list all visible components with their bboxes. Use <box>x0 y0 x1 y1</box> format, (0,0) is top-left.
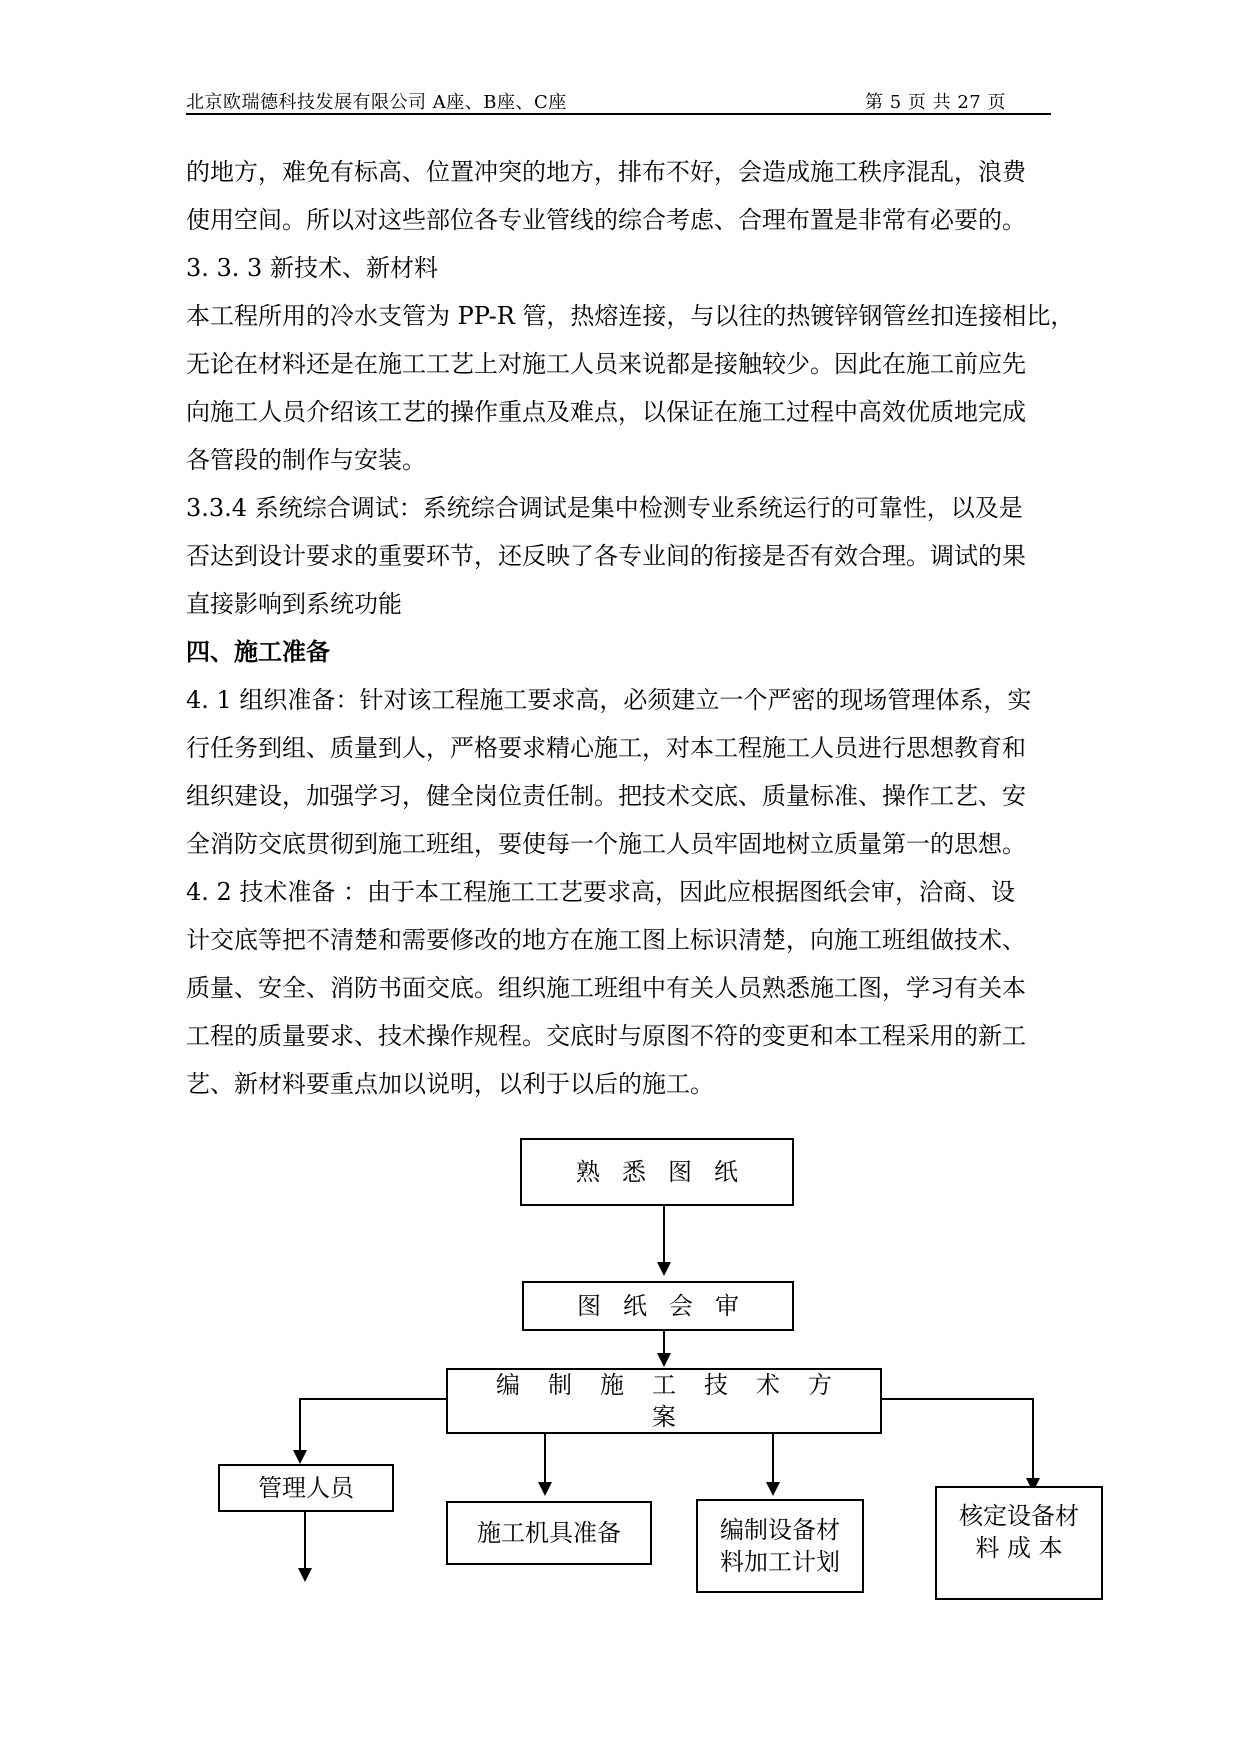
paragraph-line: 质量、安全、消防书面交底。组织施工班组中有关人员熟悉施工图，学习有关本 <box>186 974 1026 1002</box>
flow-box-tool-preparation: 施工机具准备 <box>446 1501 652 1565</box>
arrow-down-icon <box>766 1482 780 1496</box>
connector-line <box>299 1398 301 1452</box>
flow-box-drawing-review: 图纸会审 <box>522 1281 794 1331</box>
paragraph-line: 使用空间。所以对这些部位各专业管线的综合考虑、合理布置是非常有必要的。 <box>186 206 1026 234</box>
connector-line <box>663 1331 665 1353</box>
paragraph-line: 本工程所用的冷水支管为 PP-R 管，热熔连接，与以往的热镀锌钢管丝扣连接相比， <box>186 302 1075 330</box>
paragraph-line: 工程的质量要求、技术操作规程。交底时与原图不符的变更和本工程采用的新工 <box>186 1022 1026 1050</box>
flow-box-study-drawings: 熟悉图纸 <box>520 1138 794 1206</box>
flow-box-material-processing-plan <box>696 1499 864 1593</box>
connector-line <box>663 1206 665 1262</box>
connector-line <box>882 1398 1034 1400</box>
section-heading-3-3-3: 3. 3. 3 新技术、新材料 <box>186 254 438 282</box>
paragraph-line: 无论在材料还是在施工工艺上对施工人员来说都是接触较少。因此在施工前应先 <box>186 350 1026 378</box>
flow-box-construction-plan: 编制施工技术方案 <box>446 1368 882 1434</box>
paragraph-line: 否达到设计要求的重要环节，还反映了各专业间的衔接是否有效合理。调试的果 <box>186 542 1026 570</box>
connector-line <box>544 1434 546 1484</box>
flow-box-text: 编制设备材 <box>720 1516 840 1544</box>
paragraph-line: 行任务到组、质量到人，严格要求精心施工，对本工程施工人员进行思想教育和 <box>186 734 1026 762</box>
header-company: 北京欧瑞德科技发展有限公司 A座、B座、C座 <box>186 92 567 113</box>
paragraph-line: 组织建设，加强学习，健全岗位责任制。把技术交底、质量标准、操作工艺、安 <box>186 782 1026 810</box>
paragraph-line: 4. 2 技术准备 ：由于本工程施工工艺要求高，因此应根据图纸会审，洽商、设 <box>186 878 1016 906</box>
arrow-down-icon <box>657 1262 671 1276</box>
flow-box-text: 料 成 本 <box>975 1534 1063 1562</box>
paragraph-line: 计交底等把不清楚和需要修改的地方在施工图上标识清楚，向施工班组做技术、 <box>186 926 1026 954</box>
flow-box-management-staff: 管理人员 <box>218 1464 394 1512</box>
paragraph-line: 各管段的制作与安装。 <box>186 446 426 474</box>
paragraph-line: 3.3.4 系统综合调试：系统综合调试是集中检测专业系统运行的可靠性，以及是 <box>186 494 1023 522</box>
paragraph-line: 直接影响到系统功能 <box>186 590 402 618</box>
connector-line <box>304 1512 306 1570</box>
connector-line <box>772 1434 774 1484</box>
header-page-info: 第 5 页 共 27 页 <box>865 92 1006 113</box>
flow-box-material-cost <box>935 1486 1103 1600</box>
section-heading-4: 四、施工准备 <box>186 637 330 666</box>
paragraph-line: 4. 1 组织准备：针对该工程施工要求高，必须建立一个严密的现场管理体系，实 <box>186 686 1032 714</box>
arrow-down-icon <box>657 1353 671 1367</box>
paragraph-line: 全消防交底贯彻到施工班组，要使每一个施工人员牢固地树立质量第一的思想。 <box>186 830 1026 858</box>
paragraph-line: 艺、新材料要重点加以说明，以利于以后的施工。 <box>186 1070 714 1098</box>
connector-line <box>299 1398 446 1400</box>
flow-box-text: 料加工计划 <box>720 1548 840 1576</box>
arrow-down-icon <box>538 1482 552 1496</box>
connector-line <box>1032 1398 1034 1480</box>
arrow-down-icon <box>298 1568 312 1582</box>
flow-box-text: 核定设备材 <box>959 1502 1079 1530</box>
paragraph-line: 的地方，难免有标高、位置冲突的地方，排布不好，会造成施工秩序混乱，浪费 <box>186 158 1026 186</box>
paragraph-line: 向施工人员介绍该工艺的操作重点及难点，以保证在施工过程中高效优质地完成 <box>186 398 1026 426</box>
arrow-down-icon <box>293 1450 307 1464</box>
